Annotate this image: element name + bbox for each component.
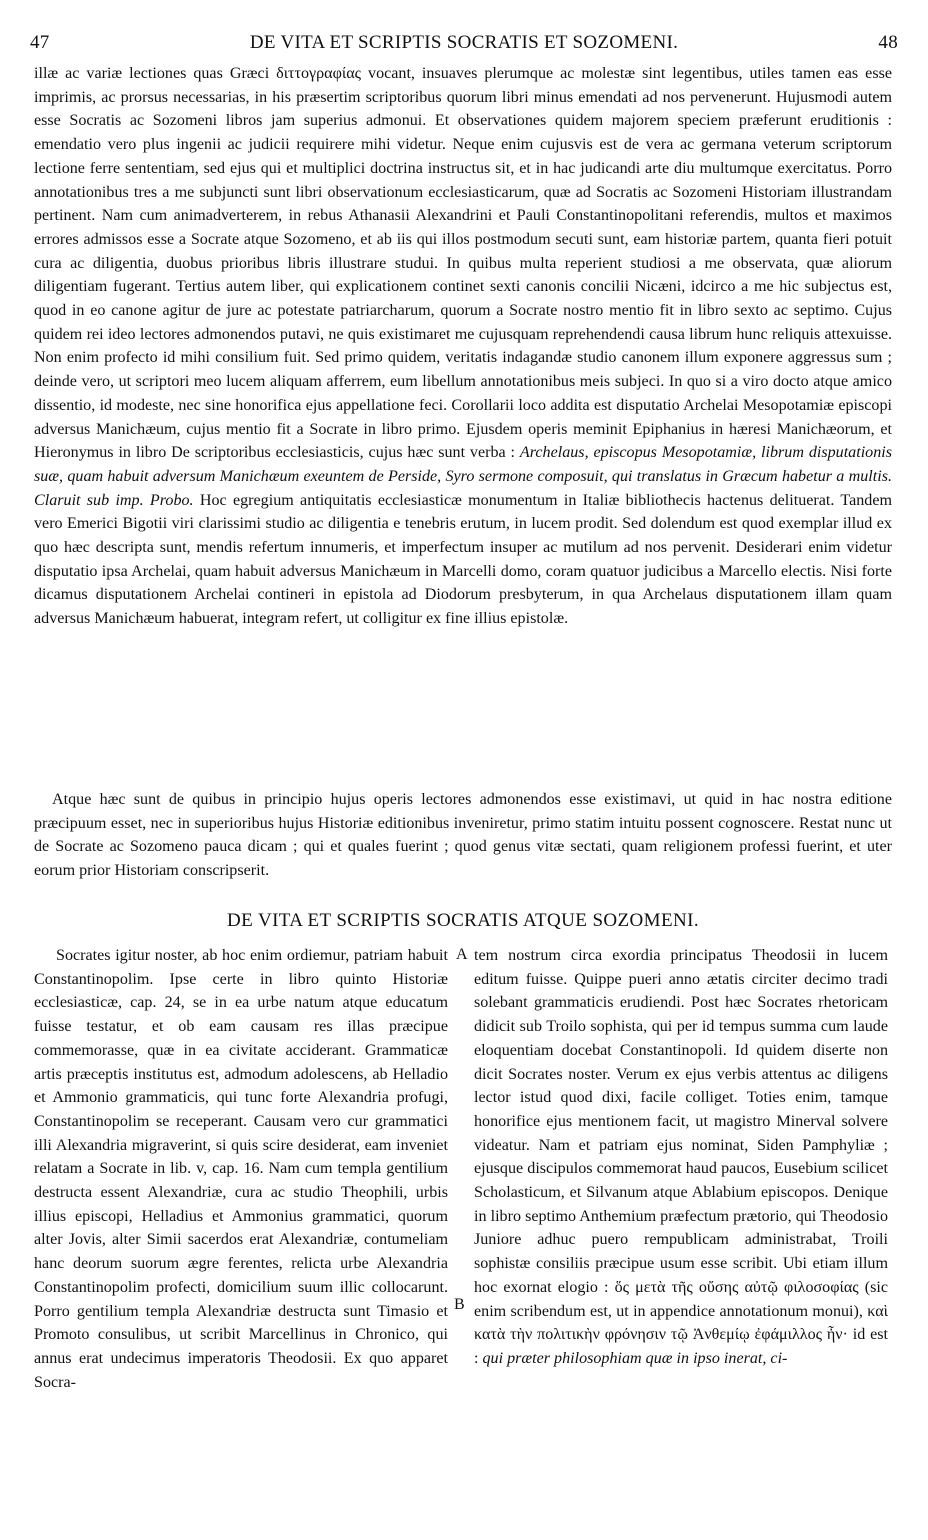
right-column-italic: qui præter philosophiam quæ in ipso inerat, ci- (482, 1349, 788, 1367)
page-number-left: 47 (30, 32, 50, 53)
left-column-text: Socrates igitur noster, ab hoc enim ordiemur, patriam habuit Constantinopolim. Ipse certe in libro quinto Historiæ ecclesiasticæ, cap. 24, se in ea urbe natum atque educatum fuisse testatur, et ob eam causam res illas præcipue commemorasse, quæ in ea civitate acciderant. Grammaticæ artis præceptis institutus est, admodum adolescens, ab Helladio et Ammonio grammaticis, qui tunc forte Alexandria profugi, Constantinopolim se receperant. Causam vero cur grammatici illi Alexandria migraverint, si quis scire desiderat, eam inveniet relatam a Socrate in lib. v, cap. 16. Nam cum templa gentilium destructa essent Alexandriæ, cura ac studio Theophili, urbis illius episcopi, Helladius et Ammonius grammatici, quorum alter Jovis, alter Simii sacerdos erat Alexandriæ, contumeliam hanc deorum suorum ægre ferentes, relicta urbe Alexandria Constantinopolim profecti, domicilium suum illic collocarunt. Porro gentilium templa Alexandriæ destructa sunt Timasio et Promoto consulibus, ut scribit Marcellinus in Chronico, qui annus erat undecimus imperatoris Theodosii. Ex quo apparet Socra- (34, 947, 448, 1391)
margin-marker-a: A (456, 946, 468, 963)
page-number-right: 48 (878, 32, 898, 53)
running-title: DE VITA ET SCRIPTIS SOCRATIS ET SOZOMENI. (249, 32, 679, 53)
intro-text-1 (34, 62, 892, 631)
right-column (474, 944, 888, 1371)
left-column (34, 944, 448, 1394)
intro-text-1b: Hoc egregium antiquitatis ecclesiasticæ monumentum in Italiæ bibliothecis hactenus delituerat. Tandem vero Emerici Bigotii viri clarissimi studio ac diligentia e tenebris erutum, in lucem prodit. Sed dolendum est quod exemplar illud ex quo hæc descripta sunt, mendis refertum innumeris, et imperfectum insuper ac mutilum ad nos pervenit. Desiderari enim videtur disputatio ipsa Archelai, quam habuit adversus Manichæum in Marcelli domo, coram quatuor judicibus a Marcello electis. Nisi forte dicamus disputationem Archelai contineri in epistola ad Diodorum presbyterum, in qua Archelaus disputationem illam quam adversus Manichæum habuerat, integram refert, ut colligitur ex fine illius epistolæ. (34, 491, 892, 628)
intro-paragraph-1 (34, 62, 892, 631)
margin-marker-b: B (454, 1296, 465, 1313)
intro-paragraph-2 (34, 788, 892, 883)
intro-text-1a: illæ ac variæ lectiones quas Græci διττογραφίας vocant, insuaves plerumque ac molestæ sint legentibus, utiles tamen eas esse imprimis, ac prorsus necessarias, in his præsertim scriptoribus quorum libri minus emendati ad nos pervenerunt. Hujusmodi autem esse Socratis ac Sozomeni libros jam superius admonui. Et observationes quidem majorem speciem præferunt eruditionis : emendatio vero plus ingenii ac judicii requirere mihi videtur. Neque enim cujusvis est de vera ac germana veterum scriptorum lectione ferre sententiam, sed ejus qui et multiplici doctrina instructus sit, et in hac judicandi arte diu multumque exercitatus. Porro annotationibus tres a me subjuncti sunt libri observationum ecclesiasticarum, quæ ad Socratis ac Sozomeni Historiam illustrandam pertinent. Nam cum animadverterem, in rebus Athanasii Alexandrini et Pauli Constantinopolitani referendis, multos et maximos errores admissos esse a Socrate atque Sozomeno, et ab iis qui illos postmodum secuti sunt, eam historiæ partem, quanta fieri potuit cura ac diligentia, duobus prioribus libris illustrare studui. In quibus multa reperient studiosi a me observata, quæ aliorum diligentiam fugerant. Tertius autem liber, qui explicationem continet sexti canonis concilii Nicæni, idcirco a me hic subjectus est, quod in eo canone agitur de jure ac potestate patriarcharum, quorum a Socrate nostro mentio fit in libro sexto ac septimo. Cujus quidem rei ideo lectores admonendos putavi, ne quis existimaret me cujusquam reprehendendi causa librum hunc reliquis attexuisse. Non enim profecto id mihi consilium fuit. Sed primo quidem, veritatis indagandæ studio canonem illum exponere aggressus sum ; deinde vero, ut scriptori meo lucem aliquam afferrem, eum libellum annotationibus meis subjeci. In quo si a viro docto atque amico dissentio, id modeste, nec sine honorifica ejus appellatione feci. Corollarii loco addita est disputatio Archelai Mesopotamiæ episcopi adversus Manichæum, cujus mentio fit a Socrate in libro primo. Ejusdem operis meminit Epiphanius in hæresi Manichæorum, et Hieronymus in libro De scriptoribus ecclesiasticis, cujus hæc sunt verba : (34, 65, 892, 462)
intro-text-2: Atque hæc sunt de quibus in principio hujus operis lectores admonendos esse existimavi, ut quid in hac nostra editione præcipuum esset, nec in superioribus hujus Historiæ editionibus inveniretur, primo statim intuitu possent cognoscere. Restat nunc ut de Socrate ac Sozomeno pauca dicam ; qui et quales fuerint ; quod genus vitæ sectati, quam religionem professi fuerint, et uter eorum prior Historiam conscripserit. (34, 791, 892, 880)
hieronymus-quote: Archelaus, episcopus Mesopotamiæ, librum disputationis suæ, quam habuit adversum Manichæum exeuntem de Perside, Syro sermone composuit, qui translatus in Græcum habetur a multis. Claruit sub imp. Probo. (34, 444, 892, 509)
running-header (30, 32, 898, 60)
section-heading: DE VITA ET SCRIPTIS SOCRATIS ATQUE SOZOMENI. (227, 910, 699, 931)
right-column-text (474, 944, 888, 1371)
right-column-text-a: tem nostrum circa exordia principatus Theodosii in lucem editum fuisse. Quippe pueri anno ætatis circiter decimo tradi solebant grammaticis erudiendi. Post hæc Socrates rhetoricam didicit sub Troilo sophista, qui per id tempus summa cum laude eloquentiam docebat Constantinopoli. Id quidem diserte non dicit Socrates noster. Verum ex ejus verbis attentus ac diligens lector istud quod dixi, facile colliget. Toties enim, tamque honorifice ejus mentionem facit, ut magistro Minerval solvere videatur. Nam et patriam ejus nominat, Siden Pamphyliæ ; ejusque discipulos commemorat haud paucos, Eusebium scilicet Scholasticum, et Silvanum atque Ablabium episcopos. Denique in libro septimo Anthemium præfectum prætorio, qui Theodosio Juniore adhuc puero rempublicam administrabat, Troili sophistæ consiliis præcipue usum esse scribit. Ubi etiam illum hoc exornat elogio : ὅς μετὰ τῆς οὔσης αὐτῷ φιλοσοφίας (sic enim scribendum est, ut in appendice annotationum monui), καὶ κατὰ τὴν πολιτικὴν φρόνησιν τῷ Ἀνθεμίῳ ἐφάμιλλος ἦν· id est : (474, 947, 888, 1367)
